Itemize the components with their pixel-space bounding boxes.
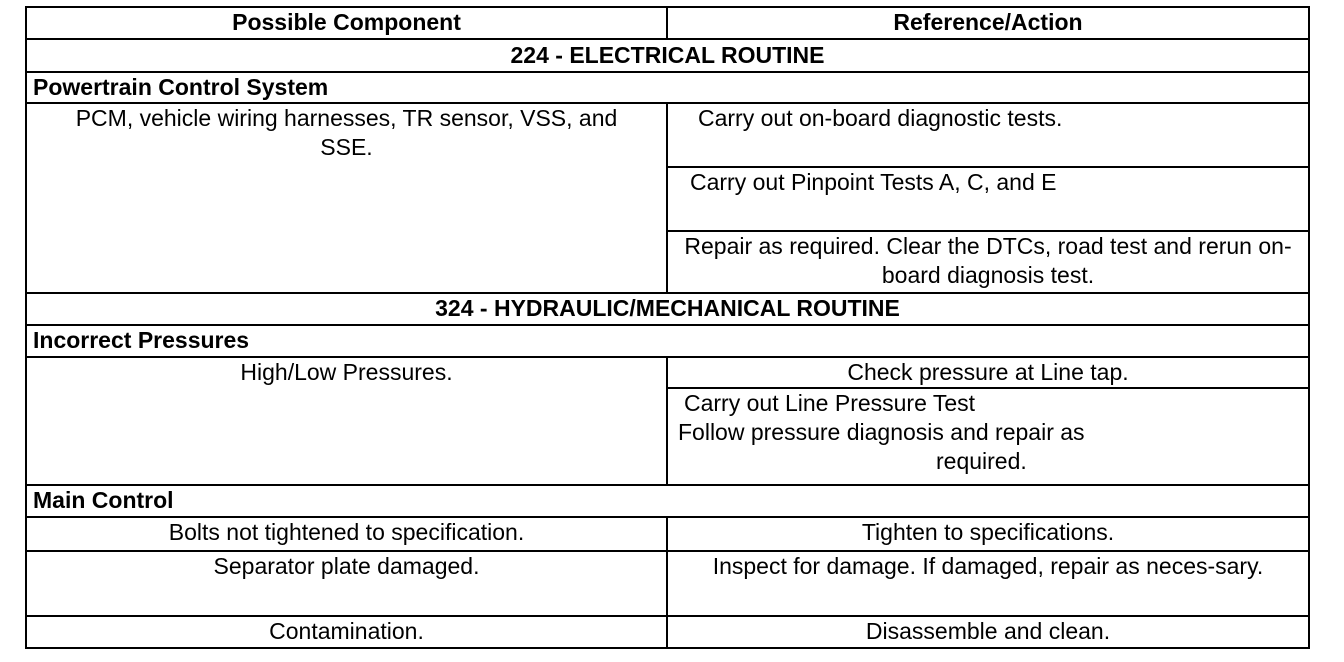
action-cell: Inspect for damage. If damaged, repair as neces-sary. bbox=[667, 551, 1309, 616]
action-line: Carry out Line Pressure Test bbox=[684, 390, 976, 417]
section-title-hydraulic: 324 - HYDRAULIC/MECHANICAL ROUTINE bbox=[26, 293, 1309, 325]
category-row bbox=[26, 72, 1309, 104]
table-row bbox=[26, 551, 1309, 616]
action-cell: Check pressure at Line tap. bbox=[667, 357, 1309, 389]
component-cell: PCM, vehicle wiring harnesses, TR sensor, VSS, and SSE. bbox=[26, 103, 667, 293]
header-possible-component: Possible Component bbox=[26, 7, 667, 39]
diagnosis-table bbox=[25, 6, 1310, 649]
action-cell: Disassemble and clean. bbox=[667, 616, 1309, 648]
action-cell: Carry out on-board diagnostic tests. bbox=[667, 103, 1309, 167]
component-cell: Separator plate damaged. bbox=[26, 551, 667, 616]
header-reference-action: Reference/Action bbox=[667, 7, 1309, 39]
category-main-control: Main Control bbox=[26, 485, 1309, 517]
action-cell: Carry out Pinpoint Tests A, C, and E bbox=[667, 167, 1309, 231]
table-row bbox=[26, 357, 1309, 389]
category-incorrect-pressures: Incorrect Pressures bbox=[26, 325, 1309, 357]
component-cell: High/Low Pressures. bbox=[26, 357, 667, 485]
action-cell: Tighten to specifications. bbox=[667, 517, 1309, 552]
category-row bbox=[26, 325, 1309, 357]
section-row bbox=[26, 293, 1309, 325]
action-cell: Repair as required. Clear the DTCs, road test and rerun on-board diagnosis test. bbox=[667, 231, 1309, 294]
table-row bbox=[26, 616, 1309, 648]
header-row bbox=[26, 7, 1309, 39]
section-title-electrical: 224 - ELECTRICAL ROUTINE bbox=[26, 39, 1309, 72]
action-line: required. bbox=[936, 448, 1027, 475]
category-powertrain-control: Powertrain Control System bbox=[26, 72, 1309, 104]
component-cell: Bolts not tightened to specification. bbox=[26, 517, 667, 552]
category-row bbox=[26, 485, 1309, 517]
action-cell bbox=[667, 388, 1309, 484]
component-cell: Contamination. bbox=[26, 616, 667, 648]
table-row bbox=[26, 517, 1309, 552]
table-row bbox=[26, 103, 1309, 167]
action-line: Follow pressure diagnosis and repair as bbox=[678, 419, 1085, 446]
section-row bbox=[26, 39, 1309, 72]
